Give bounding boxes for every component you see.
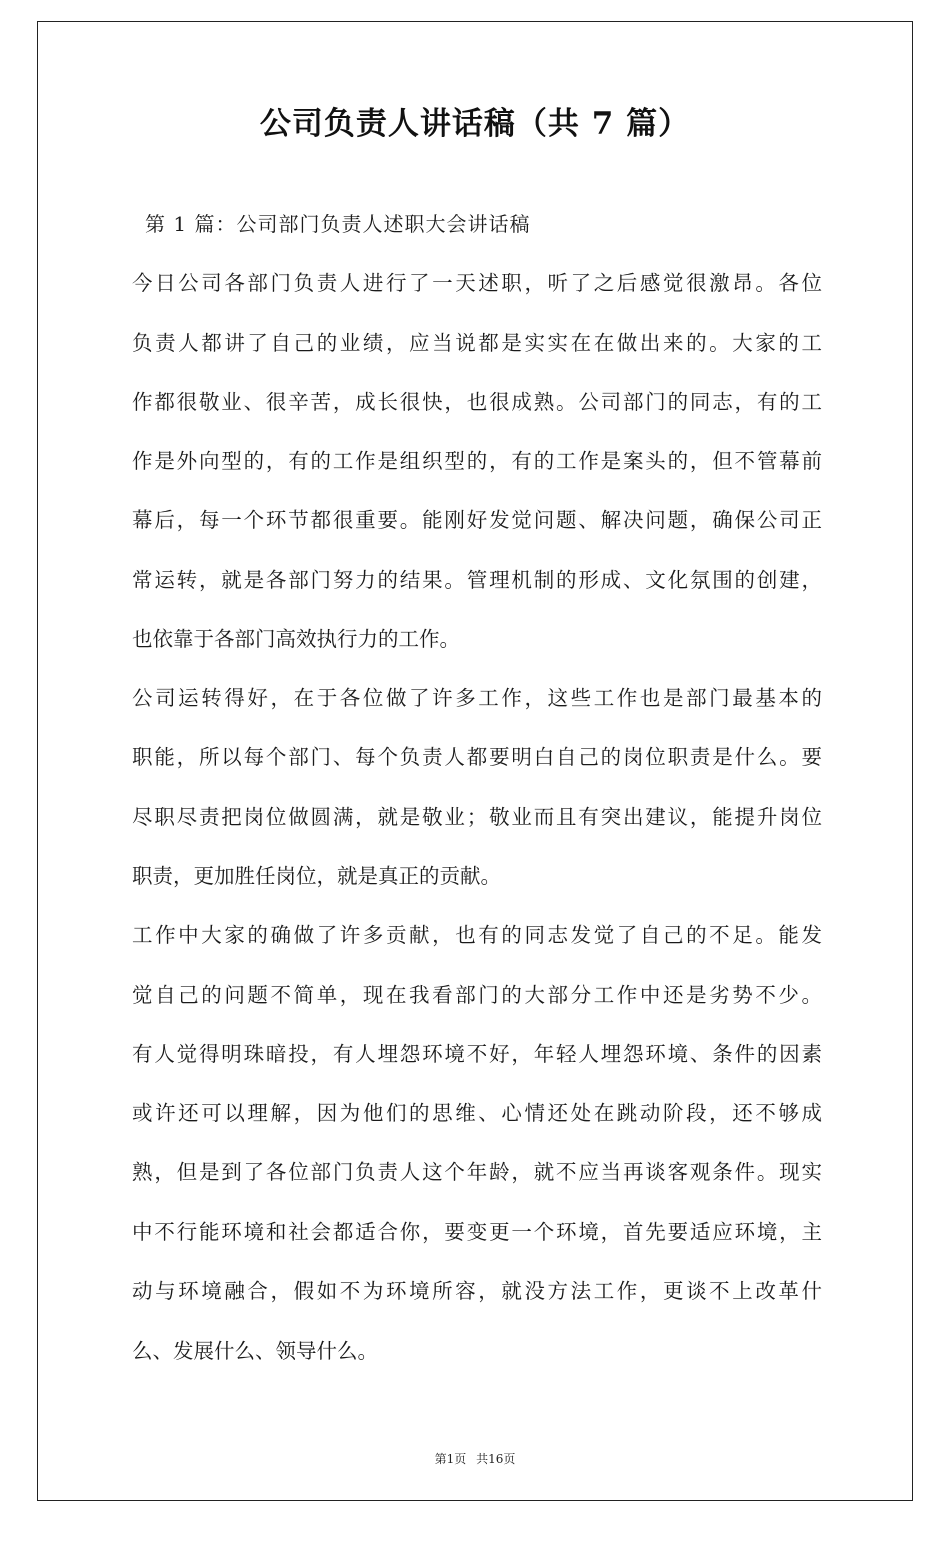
body-line: 作都很敬业、很辛苦，成长很快，也很成熟。公司部门的同志，有的工	[132, 390, 822, 414]
body-line: 也依靠于各部门高效执行力的工作。	[132, 627, 460, 651]
body-line: 作是外向型的，有的工作是组织型的，有的工作是案头的，但不管幕前	[132, 449, 822, 473]
body-line: 职责，更加胜任岗位，就是真正的贡献。	[132, 864, 501, 888]
body-line: 负责人都讲了自己的业绩，应当说都是实实在在做出来的。大家的工	[132, 331, 822, 355]
document-title: 公司负责人讲话稿（共 7 篇）	[259, 106, 691, 142]
body-line: 常运转，就是各部门努力的结果。管理机制的形成、文化氛围的创建，	[132, 568, 822, 592]
body-line: 动与环境融合，假如不为环境所容，就没方法工作，更谈不上改革什	[132, 1279, 822, 1303]
body-line: 今日公司各部门负责人进行了一天述职，听了之后感觉很激昂。各位	[132, 271, 822, 295]
body-line: 公司运转得好，在于各位做了许多工作，这些工作也是部门最基本的	[132, 686, 822, 710]
body-line: 幕后，每一个环节都很重要。能刚好发觉问题、解决问题，确保公司正	[132, 508, 822, 532]
page-total: 共16页	[476, 1452, 516, 1466]
body-line: 尽职尽责把岗位做圆满，就是敬业；敬业而且有突出建议，能提升岗位	[132, 805, 822, 829]
page-footer	[0, 1450, 950, 1467]
body-line: 职能，所以每个部门、每个负责人都要明白自己的岗位职责是什么。要	[132, 745, 822, 769]
body-line: 中不行能环境和社会都适合你，要变更一个环境，首先要适应环境，主	[132, 1220, 822, 1244]
page-number: 第1页	[434, 1452, 467, 1466]
body-line: 工作中大家的确做了许多贡献，也有的同志发觉了自己的不足。能发	[132, 923, 822, 947]
body-line: 有人觉得明珠暗投，有人埋怨环境不好，年轻人埋怨环境、条件的因素	[132, 1042, 822, 1066]
body-line: 么、发展什么、领导什么。	[132, 1339, 378, 1363]
section-heading: 第 1 篇：公司部门负责人述职大会讲话稿	[145, 212, 531, 236]
body-line: 或许还可以理解，因为他们的思维、心情还处在跳动阶段，还不够成	[132, 1101, 822, 1125]
body-line: 觉自己的问题不简单，现在我看部门的大部分工作中还是劣势不少。	[132, 983, 822, 1007]
body-line: 熟，但是到了各位部门负责人这个年龄，就不应当再谈客观条件。现实	[132, 1160, 822, 1184]
